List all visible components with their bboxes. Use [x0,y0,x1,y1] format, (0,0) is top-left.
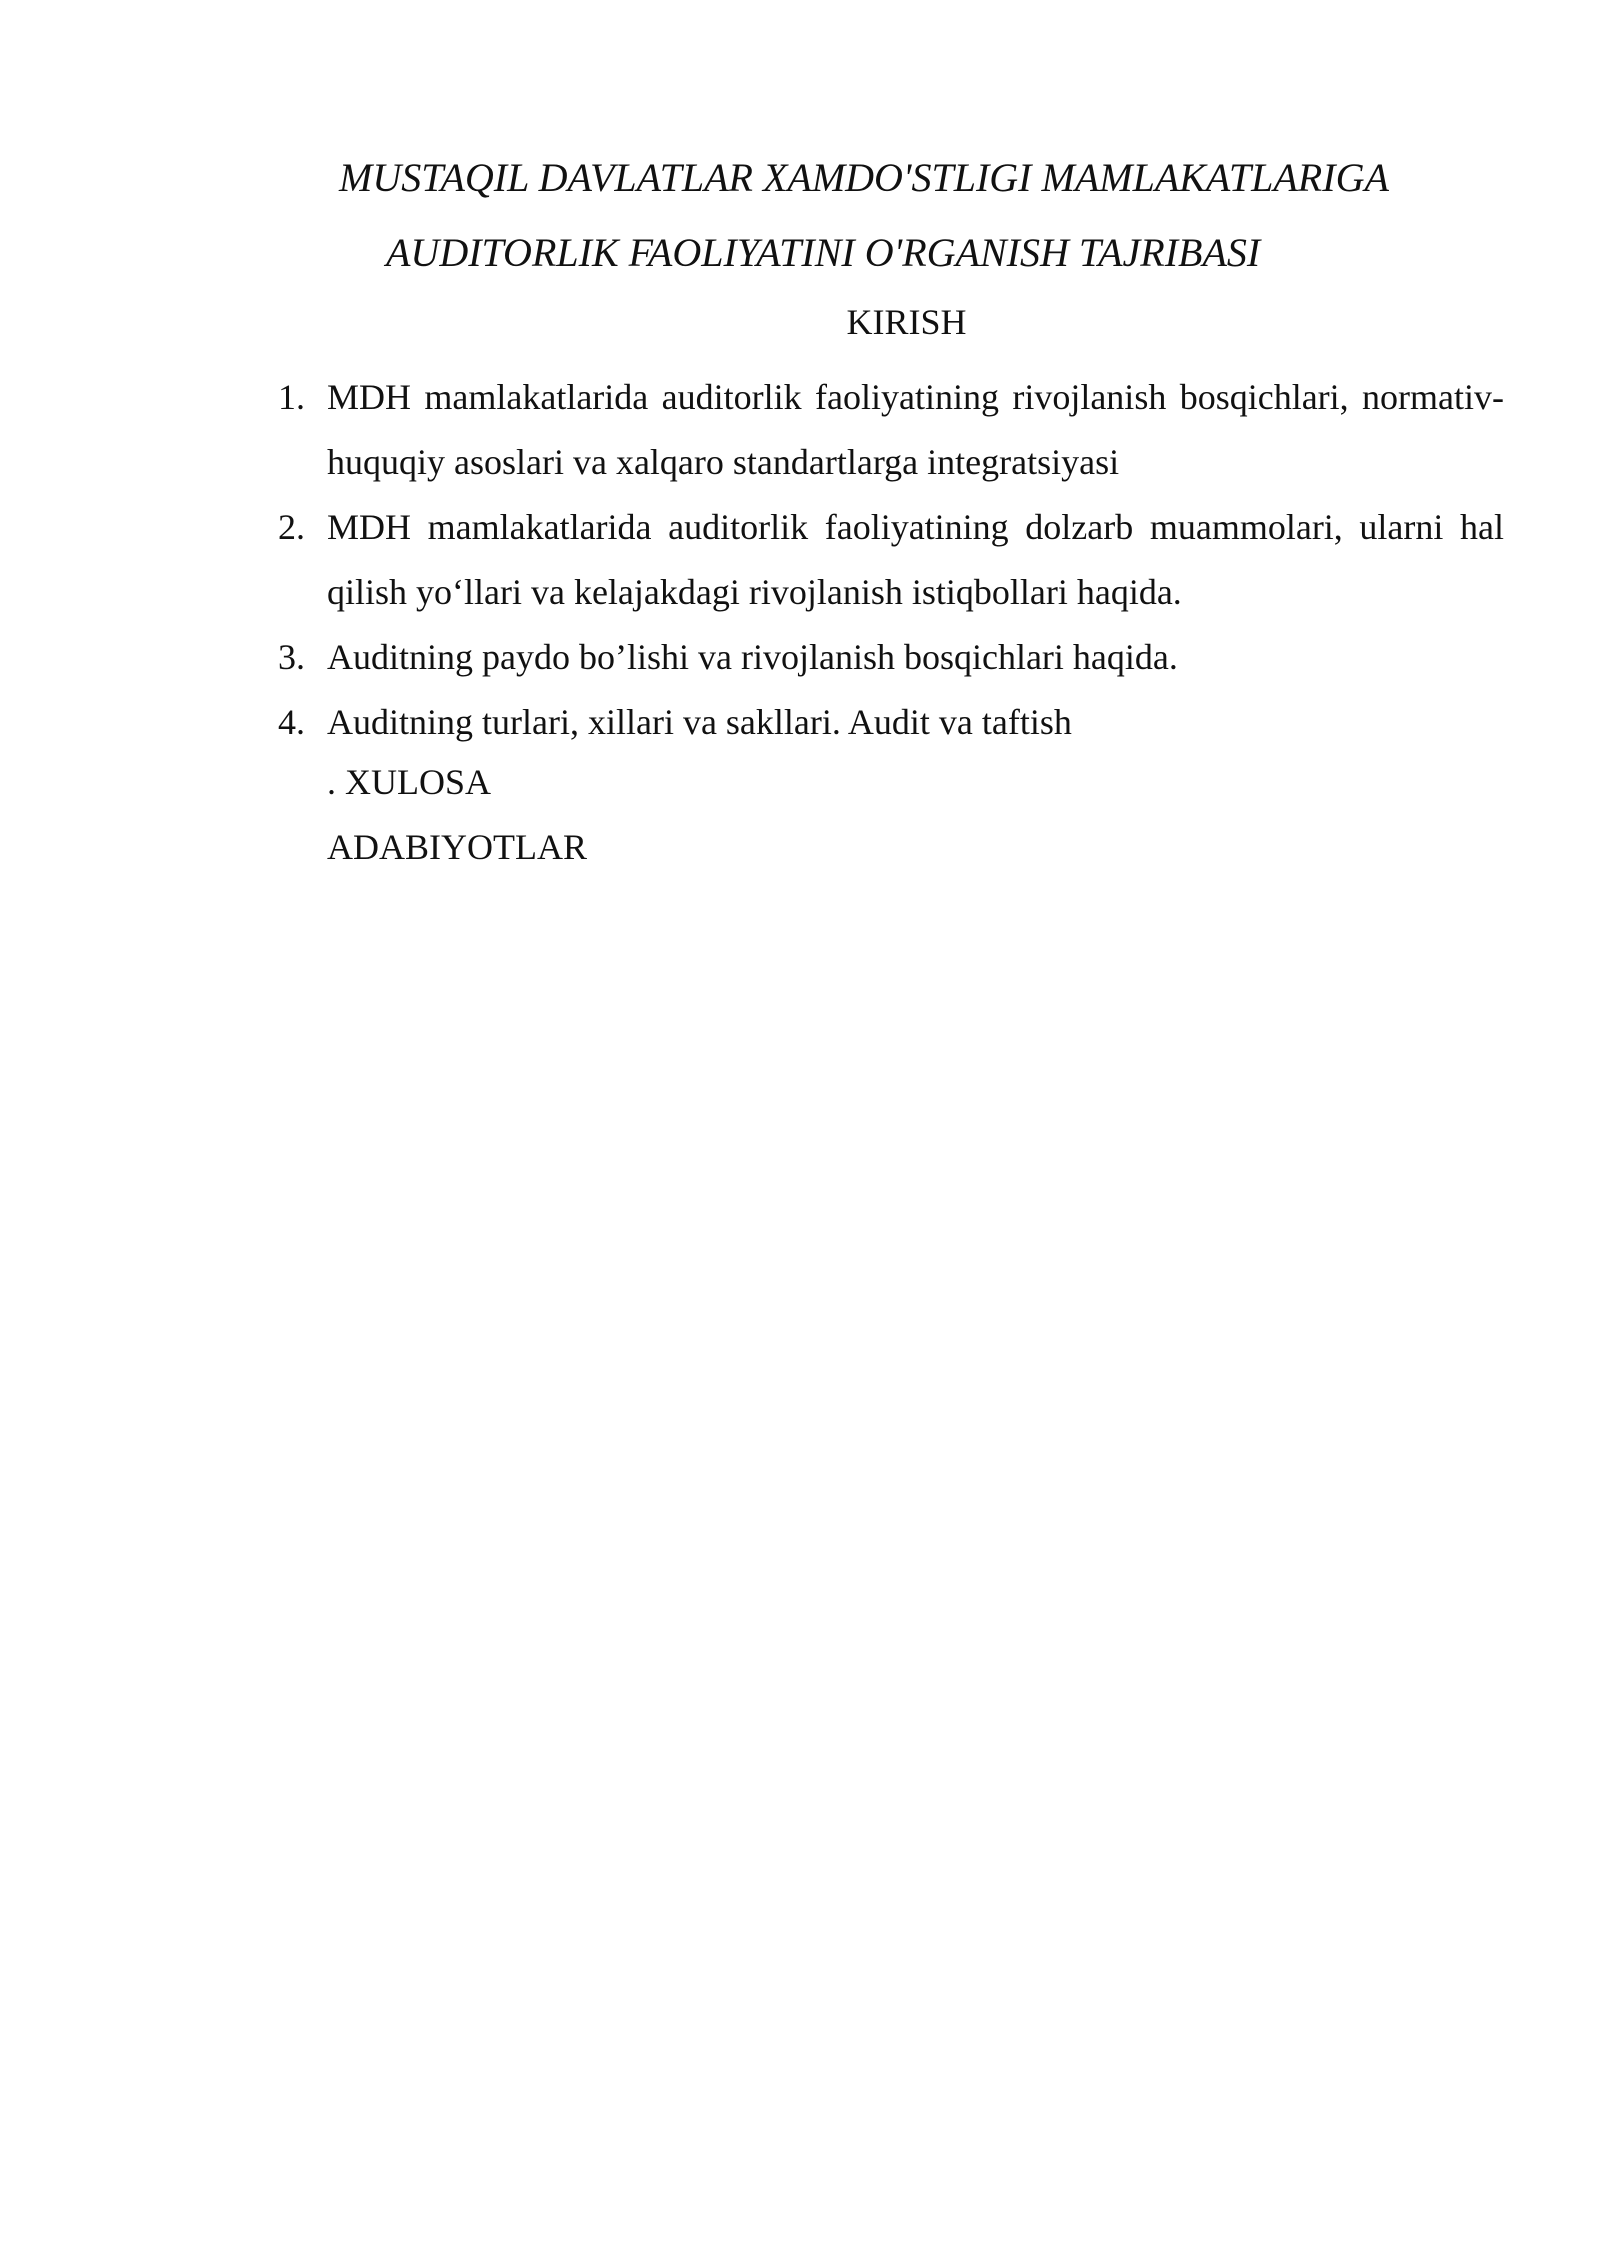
toc-item-text: Auditning paydo bo’lishi va rivojlanish bosqichlari haqida. [327,637,1178,677]
section-conclusion: . XULOSA [327,762,492,802]
toc-item-number: 3. [278,637,305,677]
toc-item-3 [278,625,1504,690]
toc-item-number: 4. [278,702,305,742]
table-of-contents [278,365,1504,755]
document-title-line-1: MUSTAQIL DAVLATLAR XAMDO'STLIGI MAMLAKATLARIGA [339,155,1389,200]
toc-item-1 [278,365,1504,495]
section-heading-kirish: KIRISH [846,302,967,342]
toc-item-number: 2. [278,507,305,547]
section-references: ADABIYOTLAR [327,827,587,867]
toc-item-number: 1. [278,377,305,417]
toc-item-text: Auditning turlari, xillari va sakllari. Audit va taftish [327,702,1072,742]
toc-item-text: MDH mamlakatlarida auditorlik faoliyatining dolzarb muammolari, ularni hal qilish yo‘llari va kelajakdagi rivojlanish istiqbollari haqida. [327,507,1504,612]
toc-item-2 [278,495,1504,625]
toc-item-text: MDH mamlakatlarida auditorlik faoliyatining rivojlanish bosqichlari, normativ-huquqiy asoslari va xalqaro standartlarga integratsiyasi [327,377,1504,482]
document-title-line-2: AUDITORLIK FAOLIYATINI O'RGANISH TAJRIBASI [386,230,1261,275]
toc-item-4 [278,690,1504,755]
